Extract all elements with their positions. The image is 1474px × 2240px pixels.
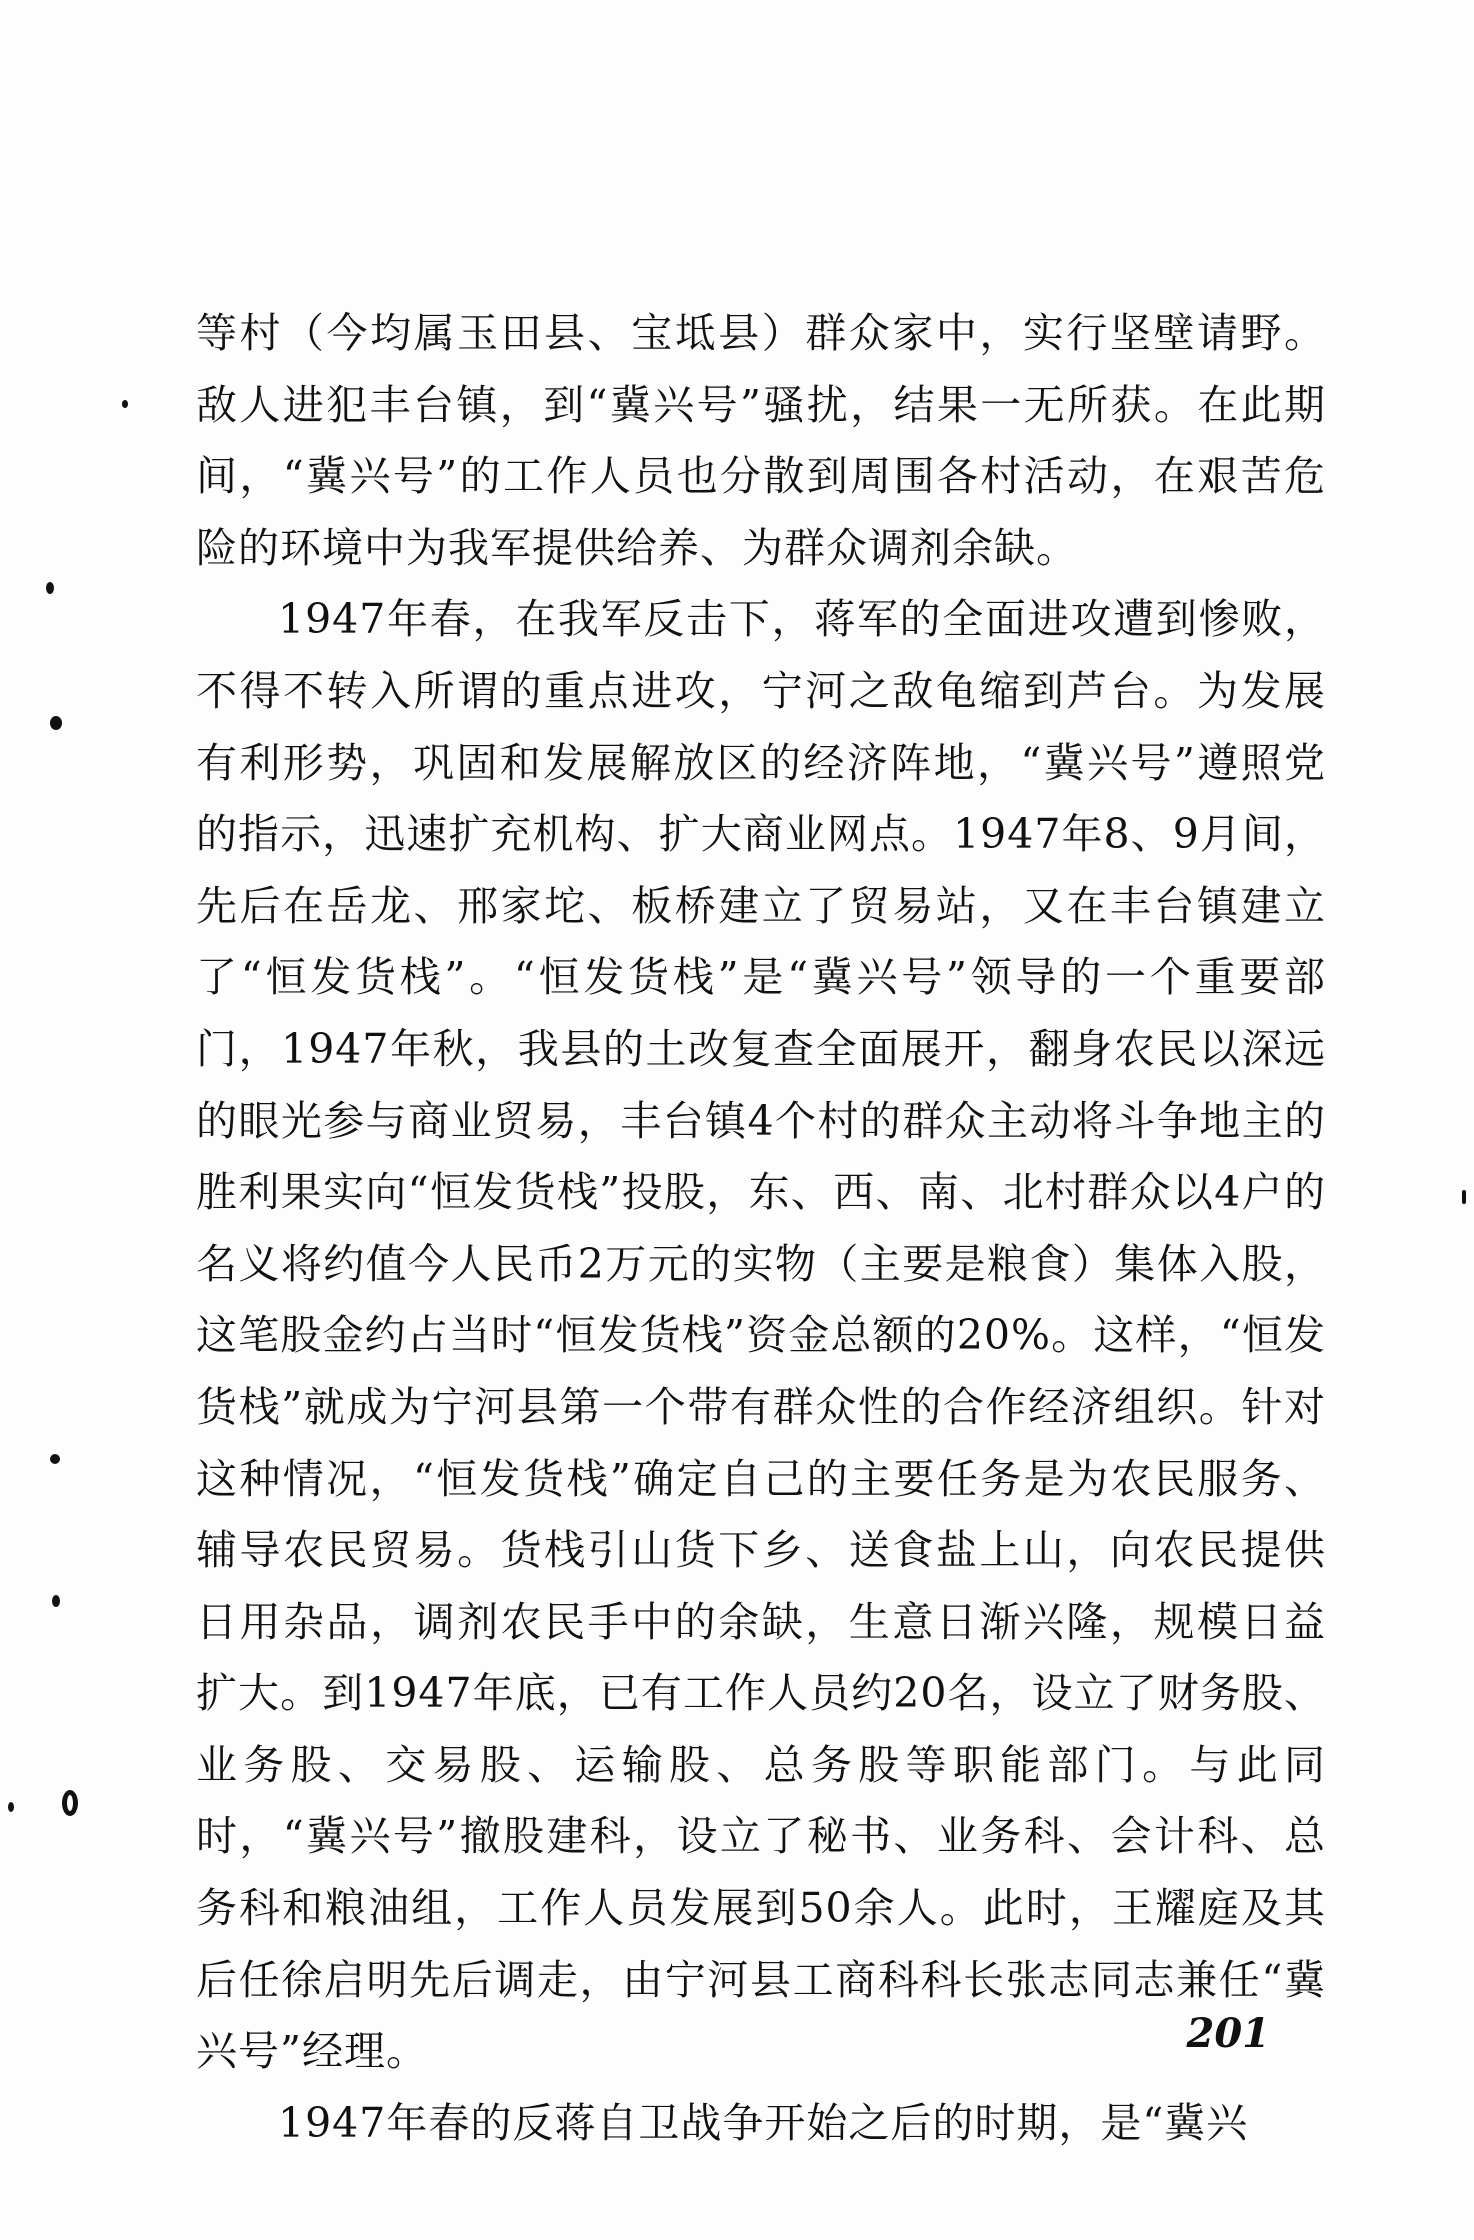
scan-speck [8, 1802, 14, 1812]
page-number: 201 [1186, 2010, 1270, 2057]
paragraph-1: 等村（今均属玉田县、宝坻县）群众家中，实行坚壁请野。敌人进犯丰台镇，到“冀兴号”骚扰，结果一无所获。在此期间，“冀兴号”的工作人员也分散到周围各村活动，在艰苦危险的环境中为我军提供给养、为群众调剂余缺。 [196, 309, 1326, 572]
binding-hole-mark [62, 1790, 78, 1816]
scan-speck [50, 716, 62, 730]
body-text [196, 298, 1326, 2159]
paragraph-3: 1947年春的反蒋自卫战争开始之后的时期，是“冀兴 [278, 2098, 1249, 2147]
scan-speck [46, 582, 54, 594]
scan-speck [52, 1595, 60, 1607]
scan-speck [122, 400, 128, 408]
scan-speck [50, 1454, 60, 1464]
paragraph-2: 1947年春，在我军反击下，蒋军的全面进攻遭到惨败，不得不转入所谓的重点进攻，宁河之敌龟缩到芦台。为发展有利形势，巩固和发展解放区的经济阵地，“冀兴号”遵照党的指示，迅速扩充机构、扩大商业网点。1947年8、9月间，先后在岳龙、邢家坨、板桥建立了贸易站，又在丰台镇建立了“恒发货栈”。“恒发货栈”是“冀兴号”领导的一个重要部门，1947年秋，我县的土改复查全面展开，翻身农民以深远的眼光参与商业贸易，丰台镇4个村的群众主动将斗争地主的胜利果实向“恒发货栈”投股，东、西、南、北村群众以4户的名义将约值今人民币2万元的实物（主要是粮食）集体入股，这笔股金约占当时“恒发货栈”资金总额的20%。这样，“恒发货栈”就成为宁河县第一个带有群众性的合作经济组织。针对这种情况，“恒发货栈”确定自己的主要任务是为农民服务、辅导农民贸易。货栈引山货下乡、送食盐上山，向农民提供日用杂品，调剂农民手中的余缺，生意日渐兴隆，规模日益扩大。到1947年底，已有工作人员约20名，设立了财务股、业务股、交易股、运输股、总务股等职能部门。与此同时，“冀兴号”撤股建科，设立了秘书、业务科、会计科、总务科和粮油组，工作人员发展到50余人。此时，王耀庭及其后任徐启明先后调走，由宁河县工商科科长张志同志兼任“冀兴号”经理。 [196, 595, 1326, 2076]
scan-speck [1462, 1190, 1466, 1204]
